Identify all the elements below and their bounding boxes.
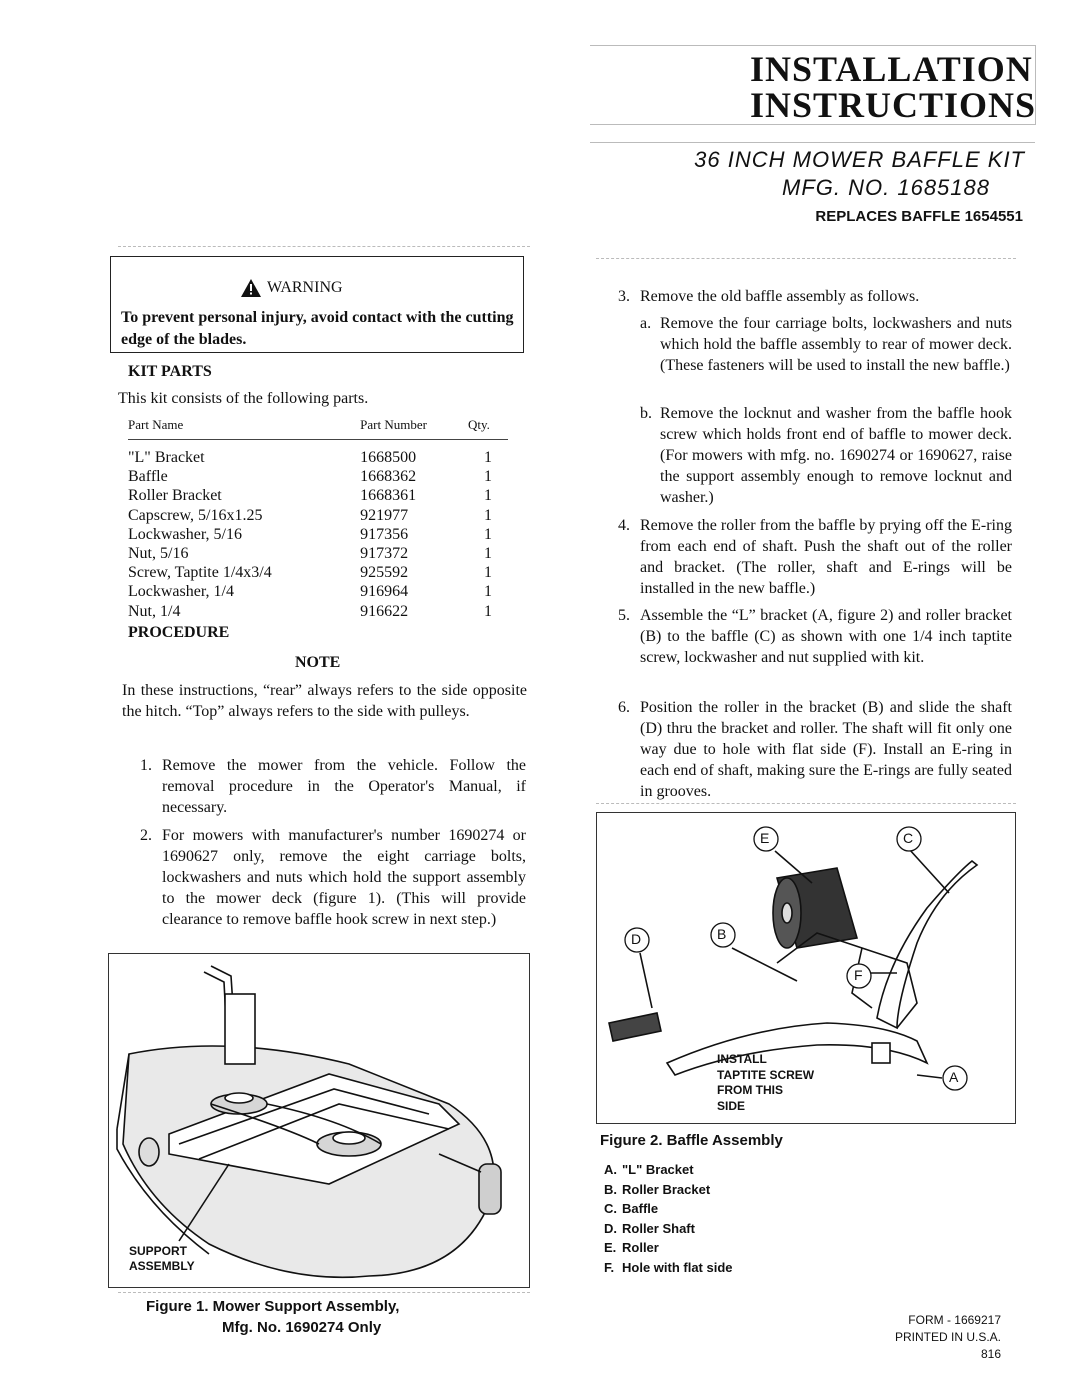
legend-letter: E. <box>604 1240 617 1255</box>
table-row <box>128 525 508 544</box>
mfg-number: MFG. NO. 1685188 <box>782 175 990 200</box>
install-note-line: SIDE <box>717 1098 746 1113</box>
table-row <box>128 563 508 582</box>
legend-item <box>604 1238 733 1258</box>
figure-2-box <box>596 812 1016 1124</box>
warning-label: WARNING <box>267 279 343 296</box>
warning-header <box>241 279 343 297</box>
legend-item <box>604 1258 733 1278</box>
parts-table-body <box>128 440 508 621</box>
step-number: 4. <box>618 517 630 534</box>
title-box <box>590 45 1036 125</box>
step-text: Remove the roller from the baffle by prying off the E-ring from each end of shaft. Push the shaft out of the roller and bracket. (The roller, shaft and E-rings will be installed in the new baffle.) <box>640 517 1012 597</box>
legend-letter: A. <box>604 1162 617 1177</box>
title-line-2: INSTRUCTIONS <box>750 85 1037 125</box>
callout-b: B <box>717 926 727 942</box>
step-text: Assemble the “L” bracket (A, figure 2) and roller bracket (B) to the baffle (C) as shown with one 1/4 inch taptite screw, lockwasher and nut supplied with kit. <box>640 607 1012 666</box>
step-text: Remove the old baffle assembly as follows. <box>640 288 920 305</box>
table-row <box>128 544 508 563</box>
part-name-cell: Nut, 5/16 <box>128 545 189 563</box>
step-number: 1. <box>140 757 152 774</box>
part-number-cell: 917372 <box>360 545 409 563</box>
step-3 <box>618 286 1012 307</box>
part-name-cell: Lockwasher, 1/4 <box>128 583 234 601</box>
support-assembly-label: SUPPORT ASSEMBLY <box>129 1244 195 1273</box>
step-number: 6. <box>618 699 630 716</box>
warning-box <box>110 256 524 353</box>
note-heading: NOTE <box>295 654 341 671</box>
qty-cell: 1 <box>484 449 492 467</box>
step-3a <box>640 313 1012 376</box>
table-row <box>128 506 508 525</box>
qty-cell: 1 <box>484 487 492 505</box>
kit-header <box>590 142 1035 231</box>
part-name-cell: Roller Bracket <box>128 487 222 505</box>
install-note-line: TAPTITE SCREW <box>717 1067 815 1082</box>
table-row <box>128 440 508 468</box>
qty-cell: 1 <box>484 545 492 563</box>
table-row <box>128 467 508 486</box>
part-name-cell: Capscrew, 5/16x1.25 <box>128 506 263 524</box>
substep-letter: a. <box>640 315 652 332</box>
step-text: For mowers with manufacturer's number 1690274 or 1690627 only, remove the eight carriage bolts, lockwashers and nuts which hold the support assembly to the mower deck (figure 1). (This will provide clearance to remove baffle hook screw in next step.) <box>162 827 526 928</box>
legend-letter: C. <box>604 1201 617 1216</box>
legend-item <box>604 1160 733 1180</box>
col-part-number: Part Number <box>360 417 468 440</box>
figure-1-caption-line2: Mfg. No. 1690274 Only <box>222 1319 382 1336</box>
step-number: 3. <box>618 288 630 305</box>
replaces-note: REPLACES BAFFLE 1654551 <box>815 208 1023 225</box>
legend-text: "L" Bracket <box>622 1162 694 1177</box>
install-note <box>717 1052 814 1114</box>
procedure-heading: PROCEDURE <box>128 624 230 641</box>
part-number-cell: 1668500 <box>360 449 417 467</box>
step-1 <box>140 755 526 818</box>
warning-triangle-icon <box>241 279 261 297</box>
kit-parts-heading: KIT PARTS <box>128 363 212 380</box>
legend-item <box>604 1219 733 1239</box>
part-name-cell: Screw, Taptite 1/4x3/4 <box>128 564 272 582</box>
col-part-name: Part Name <box>128 417 360 440</box>
legend-text: Roller <box>622 1240 659 1255</box>
legend-item <box>604 1199 733 1219</box>
step-text: Remove the mower from the vehicle. Follow the removal procedure in the Operator's Manual, if necessary. <box>162 757 526 816</box>
part-number-cell: 1668362 <box>360 468 417 486</box>
figure-2-caption: Figure 2. Baffle Assembly <box>600 1132 783 1149</box>
form-code: 816 <box>980 1347 1002 1361</box>
part-number-cell: 921977 <box>360 506 409 524</box>
parts-table <box>128 417 508 621</box>
legend-text: Baffle <box>622 1201 659 1216</box>
parts-table-header <box>128 417 508 440</box>
step-text: Position the roller in the bracket (B) and slide the shaft (D) thru the bracket and roller. The shaft will fit only one way due to hole with flat side (F). Install an E-ring in each end of shaft, making sure the E-rings are fully seated in grooves. <box>640 699 1012 800</box>
substep-letter: b. <box>640 405 652 422</box>
divider <box>118 246 530 247</box>
legend-text: Roller Bracket <box>622 1181 711 1197</box>
step-2 <box>140 825 526 930</box>
form-info <box>895 1312 1001 1363</box>
step-5 <box>618 605 1012 668</box>
title-line-1: INSTALLATION <box>750 49 1033 89</box>
legend-text: Hole with flat side <box>622 1259 733 1275</box>
qty-cell: 1 <box>484 506 492 524</box>
callout-d: D <box>631 931 642 947</box>
legend-text: Roller Shaft <box>622 1220 695 1236</box>
note-text: In these instructions, “rear” always refers to the side opposite the hitch. “Top” always refers to the side with pulleys. <box>122 682 527 720</box>
table-row <box>128 602 508 621</box>
legend-letter: F. <box>604 1259 615 1275</box>
qty-cell: 1 <box>484 583 492 601</box>
col-qty: Qty. <box>468 417 508 440</box>
part-number-cell: 925592 <box>360 564 409 582</box>
part-number-cell: 1668361 <box>360 487 417 505</box>
kit-parts-intro: This kit consists of the following parts. <box>118 390 369 407</box>
part-number-cell: 917356 <box>360 525 409 543</box>
install-note-line: FROM THIS <box>717 1083 783 1097</box>
table-row <box>128 582 508 601</box>
part-number-cell: 916622 <box>360 602 409 620</box>
callout-a: A <box>949 1069 959 1085</box>
callout-e: E <box>760 830 770 846</box>
part-number-cell: 916964 <box>360 583 409 601</box>
legend-letter: D. <box>604 1220 617 1236</box>
install-note-line: INSTALL <box>717 1052 767 1066</box>
legend-item <box>604 1180 733 1200</box>
step-3b <box>640 403 1012 508</box>
warning-text: To prevent personal injury, avoid contact with the cutting edge of the blades. <box>121 309 514 348</box>
part-name-cell: Lockwasher, 5/16 <box>128 525 242 543</box>
part-name-cell: "L" Bracket <box>128 449 205 467</box>
step-number: 5. <box>618 607 630 624</box>
part-name-cell: Nut, 1/4 <box>128 602 181 620</box>
divider <box>596 803 1016 804</box>
substep-text: Remove the four carriage bolts, lockwashers and nuts which hold the baffle assembly to rear of mower deck. (These fasteners will be used to install the new baffle.) <box>660 315 1012 374</box>
mower-support-assembly-illustration <box>109 954 529 1287</box>
step-number: 2. <box>140 827 152 844</box>
legend-letter: B. <box>604 1181 617 1197</box>
substep-text: Remove the locknut and washer from the baffle hook screw which holds front end of baffle to mower deck. (For mowers with mfg. no. 1690274 or 1690627, raise the support assembly enough to remove locknut and washer.) <box>660 405 1012 506</box>
callout-c: C <box>903 830 914 846</box>
figure-2-legend <box>604 1160 733 1277</box>
qty-cell: 1 <box>484 602 492 620</box>
divider <box>596 258 1016 259</box>
figure-1-caption-line1: Figure 1. Mower Support Assembly, <box>146 1298 400 1315</box>
step-6 <box>618 697 1012 802</box>
table-row <box>128 486 508 505</box>
qty-cell: 1 <box>484 468 492 486</box>
step-4 <box>618 515 1012 599</box>
printed-in: PRINTED IN U.S.A. <box>895 1330 1002 1344</box>
qty-cell: 1 <box>484 525 492 543</box>
callout-f: F <box>854 967 863 983</box>
kit-title: 36 INCH MOWER BAFFLE KIT <box>694 147 1025 172</box>
form-number: FORM - 1669217 <box>908 1313 1002 1327</box>
figure-1-box <box>108 953 530 1288</box>
qty-cell: 1 <box>484 564 492 582</box>
divider <box>118 1292 530 1293</box>
part-name-cell: Baffle <box>128 468 168 486</box>
